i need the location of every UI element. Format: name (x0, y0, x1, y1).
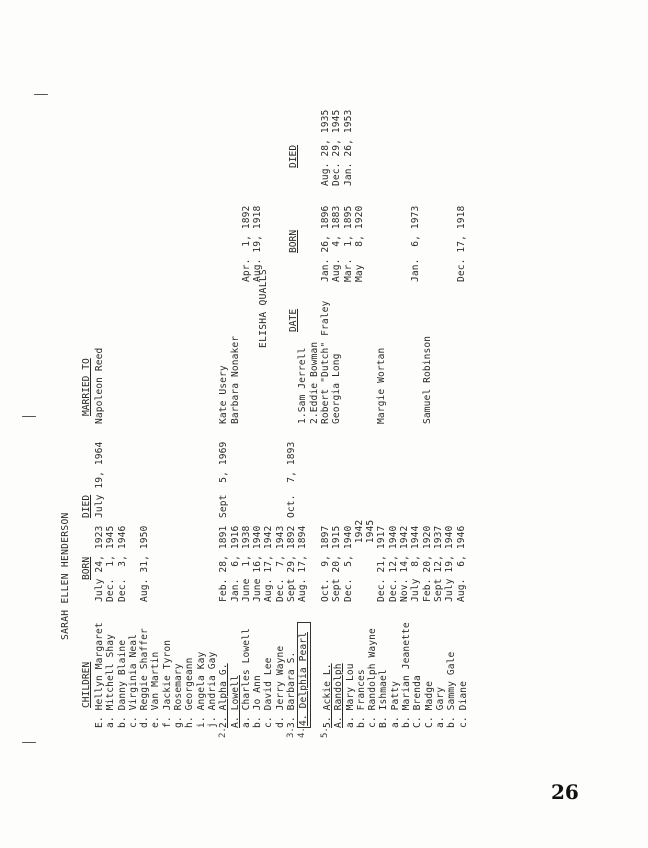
spouse-name: 2.Eddie Bowman (308, 341, 320, 424)
born-date (196, 520, 207, 602)
spouse-name: Georgia Long (331, 353, 343, 424)
died-date (184, 442, 195, 518)
child-name: a. Mary Lou (344, 663, 356, 728)
spouse-born-date: Apr. 1, 1892 (241, 205, 252, 282)
spouse-born-date: Aug. 19, 1918 (252, 205, 264, 282)
born-date: Dec. 21, 1917 (376, 525, 388, 602)
spouse-born-date (264, 206, 275, 282)
spouse-name (388, 301, 399, 424)
spouse-name (184, 301, 195, 424)
spouse-name (117, 301, 128, 424)
died-date: July 19, 1964 (94, 441, 105, 518)
spouse-born-date (422, 206, 433, 282)
spouse-name (162, 301, 173, 424)
born-date: Nov. 14, 1942 (399, 525, 411, 602)
margin-mark: 2. (218, 727, 229, 738)
left-family-title: SARAH ELLEN HENDERSON (60, 512, 71, 640)
spouse-died-date: Aug. 28, 1935 (320, 109, 332, 186)
child-name: a. Mitchell Shay (105, 633, 117, 728)
spouse-died-date (275, 110, 286, 186)
right-born-column (241, 206, 467, 282)
child-name: b. Danny Blaine (116, 639, 128, 728)
died-date (128, 442, 139, 518)
spouse-born-date (309, 206, 320, 282)
header-date: DATE (288, 308, 299, 332)
spouse-name: Margie Wortan (376, 347, 388, 424)
born-date: 1945 (365, 519, 377, 602)
child-name: j. Andria Gay (206, 651, 218, 728)
child-name: 2. Alpha G. (218, 663, 230, 728)
spouse-born-date: Jan. 6, 1973 (410, 205, 422, 282)
header-died: DIED (81, 494, 92, 518)
born-date: Dec. 5, 1940 (342, 525, 354, 602)
born-date (309, 520, 320, 602)
child-name: e. Van Martin (150, 651, 162, 728)
born-date: Aug. 17, 1894 (297, 525, 309, 602)
spouse-died-date (309, 110, 320, 186)
spouse-died-date (297, 110, 308, 186)
married-to-column (94, 301, 433, 424)
spouse-name (275, 301, 286, 424)
header-children: CHILDREN (81, 661, 92, 708)
child-name: d. Jerry Wayne (274, 645, 286, 728)
born-date: Aug. 17, 1942 (263, 525, 275, 602)
child-name: c. Diane (457, 680, 469, 728)
child-name: a. Patty (389, 680, 401, 728)
margin-mark: 5. (320, 727, 330, 738)
spouse-born-date (399, 206, 410, 282)
born-date: Aug. 31, 1950 (139, 525, 151, 602)
child-name: g. Rosemary (173, 663, 185, 728)
born-date: July 8, 1944 (410, 525, 422, 602)
spouse-name (207, 301, 218, 424)
born-date (173, 520, 184, 602)
spouse-name: Kate Usery (218, 365, 230, 424)
born-date: Dec. 12, 1940 (387, 525, 399, 602)
born-date: Dec. 3, 1946 (116, 525, 128, 602)
died-date (105, 442, 116, 518)
born-date: Jan. 6, 1916 (229, 525, 241, 602)
died-date (117, 442, 128, 518)
header-right-born: BORN (288, 229, 299, 253)
spouse-born-date: Dec. 17, 1918 (455, 205, 467, 282)
spouse-name (241, 301, 252, 424)
child-name: f. Jackie Tyron (161, 639, 173, 728)
child-name: c. Randolph Wayne (367, 628, 379, 728)
born-date: Feb. 20, 1920 (421, 525, 433, 602)
spouse-name (365, 301, 376, 424)
born-date (128, 520, 139, 602)
spouse-born-date (286, 206, 297, 282)
spouse-name (196, 301, 207, 424)
child-name: c. David Lee (263, 657, 275, 728)
child-name: a. Gary (434, 686, 446, 728)
spouse-died-date (241, 110, 252, 186)
child-name: 3. Barbara S. (286, 651, 298, 728)
died-column (94, 442, 297, 518)
spouse-name (399, 301, 410, 424)
right-family-title: ELISHA QUALLS (258, 269, 269, 348)
spouse-born-date (433, 206, 444, 282)
died-date (162, 442, 173, 518)
died-date (275, 442, 286, 518)
died-date (252, 442, 263, 518)
spouse-born-date: Aug. 4, 1883 (331, 205, 343, 282)
died-date (207, 442, 218, 518)
spouse-born-date: Jan. 26, 1896 (320, 205, 332, 282)
child-name: h. Georgeann (184, 657, 196, 728)
child-name: 5. Ackie L. (321, 663, 333, 728)
margin-mark: 3. (286, 727, 297, 738)
born-date: Oct. 9, 1897 (319, 525, 331, 602)
child-name: c. Virginia Neal (127, 633, 139, 728)
spouse-died-date (286, 110, 297, 186)
born-date: 1942 (353, 519, 365, 602)
spouse-born-date (297, 206, 308, 282)
spouse-name (343, 301, 354, 424)
born-date (207, 520, 218, 602)
spouse-born-date: Mar. 1, 1895 (342, 205, 354, 282)
spouse-born-date (365, 206, 376, 282)
spouse-name (286, 301, 297, 424)
child-name: E. Hellyn Margaret (94, 622, 105, 728)
died-date (150, 442, 161, 518)
born-column (94, 520, 467, 602)
child-name: 4. Delphia Pearl (297, 622, 310, 728)
born-date: July 19, 1940 (444, 525, 456, 602)
died-date (139, 442, 150, 518)
spouse-born-date (444, 206, 455, 282)
spouse-name (150, 301, 161, 424)
died-date (196, 442, 207, 518)
born-date: Aug. 6, 1946 (455, 525, 467, 602)
child-name: A. Randolph (333, 663, 345, 728)
child-name: i. Angela Kay (195, 651, 207, 728)
right-died-column (241, 110, 354, 186)
child-name: a. Charles Lowell (240, 628, 252, 728)
spouse-name: Barbara Nonaker (229, 335, 241, 424)
born-date: Sept 12, 1937 (432, 525, 444, 602)
born-date: Feb. 28, 1891 (218, 525, 230, 602)
child-name: d. Reggie Shaffer (139, 628, 151, 728)
born-date (162, 520, 173, 602)
spouse-died-date: Jan. 26, 1953 (342, 109, 354, 186)
header-right-died: DIED (288, 144, 299, 168)
born-date: July 24, 1923 (94, 525, 105, 602)
spouse-born-date (377, 206, 388, 282)
spouse-name (354, 301, 365, 424)
spouse-name (263, 301, 274, 424)
born-date: June 1, 1938 (240, 525, 252, 602)
child-name: C. Brenda (412, 675, 424, 728)
child-name: b. Frances (355, 669, 367, 728)
born-date: Sept 29, 1892 (286, 525, 298, 602)
page-number: 26 (551, 780, 579, 804)
born-date: Dec. 7, 1943 (274, 525, 286, 602)
spouse-died-date (264, 110, 275, 186)
spouse-name: 1.Sam Jerrell (297, 347, 309, 424)
born-date: Sept 20, 1915 (331, 525, 343, 602)
spouse-died-date: Dec. 29, 1945 (331, 109, 343, 186)
spouse-name (105, 301, 116, 424)
header-born: BORN (81, 556, 92, 580)
child-name: b. Sammy Gale (446, 651, 458, 728)
child-name: B. Ishmael (378, 669, 390, 728)
spouse-name (252, 301, 263, 424)
child-name: C. Madge (423, 680, 435, 728)
died-date (241, 442, 252, 518)
born-date: Dec. 1, 1945 (105, 525, 117, 602)
spouse-name (410, 301, 421, 424)
children-column (94, 622, 469, 728)
header-married-to: MARRIED TO (81, 358, 92, 416)
spouse-died-date (252, 110, 263, 186)
child-name: b. Jo Ann (252, 675, 264, 728)
spouse-name: Robert "Dutch" Fraley (319, 300, 331, 424)
spouse-name (128, 301, 139, 424)
spouse-name: Samuel Robinson (421, 335, 433, 424)
margin-mark: 4. (297, 727, 308, 738)
died-date: Oct. 7, 1893 (286, 441, 298, 518)
spouse-born-date (388, 206, 399, 282)
died-date (173, 442, 184, 518)
spouse-born-date: May 8, 1920 (353, 205, 365, 282)
died-date: Sept 5, 1969 (218, 441, 230, 518)
child-name: A. Lowell (229, 675, 241, 728)
child-name (311, 622, 322, 728)
spouse-name: Napoleon Reed (94, 347, 105, 424)
spouse-name (139, 301, 150, 424)
born-date (184, 520, 195, 602)
born-date: June 16, 1940 (252, 525, 264, 602)
died-date (263, 442, 274, 518)
spouse-born-date (275, 206, 286, 282)
spouse-name (173, 301, 184, 424)
child-name: b. Marian Jeanette (401, 622, 413, 728)
born-date (150, 520, 161, 602)
died-date (230, 442, 241, 518)
